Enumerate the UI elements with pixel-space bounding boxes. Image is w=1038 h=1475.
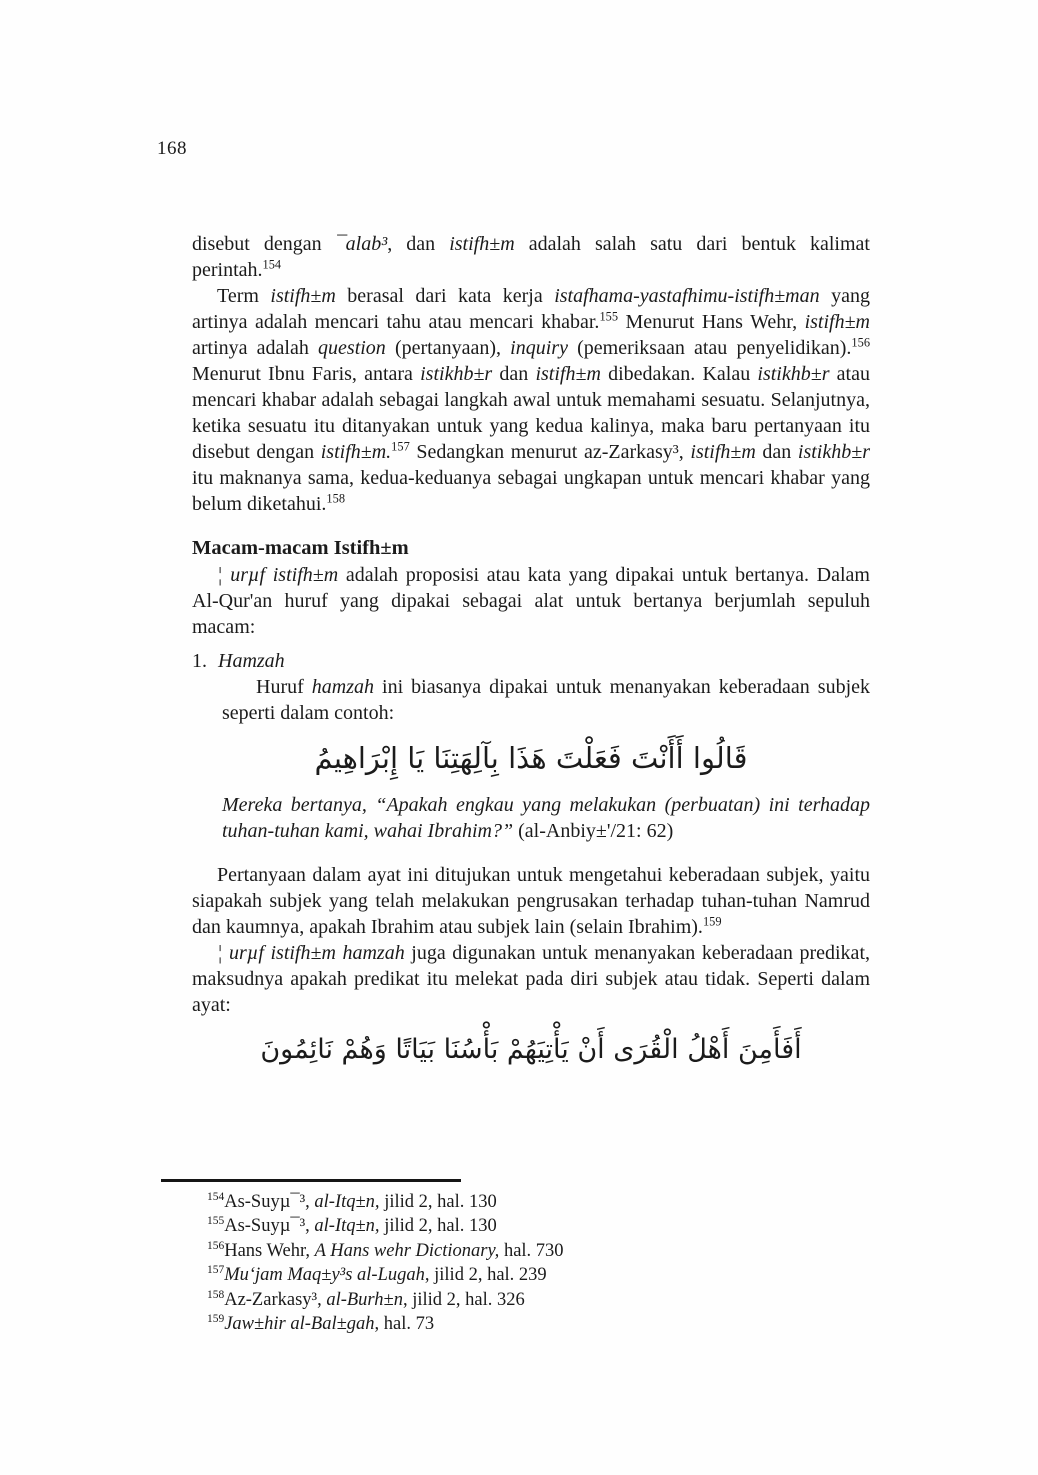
footnote-155: $^{155}$As-Suyµ¯³, al-Itq±n, jilid 2, hal. 130 <box>207 1214 497 1236</box>
paragraph-huruf-hamzah: Huruf hamzah ini biasanya dipakai untuk menanyakan keberadaan subjek seperti dalam contoh: <box>222 676 871 724</box>
verse-translation: Mereka bertanya, “Apakah engkau yang melakukan (perbuatan) ini terhadap tuhan-tuhan kami, wahai Ibrahim?” (al-Anbiy±'/21: 62) <box>222 794 870 842</box>
paragraph-continuation: disebut dengan ¯alab³, dan istifh±m adalah salah satu dari bentuk kalimat perintah.$^{154}$ <box>192 233 870 281</box>
arabic-verse-1: قَالُوا أَأَنْتَ فَعَلْتَ هَذَا بِآلِهَتِنَا يَا إِبْرَاهِيمُ <box>314 741 748 775</box>
footnote-157: $^{157}$Mu‘jam Maq±y³s al-Lugah, jilid 2, hal. 239 <box>207 1263 547 1285</box>
arabic-verse-2: أَفَأَمِنَ أَهْلُ الْقُرَى أَنْ يَأْتِيَهُمْ بَأْسُنَا بَيَاتًا وَهُمْ نَائِمُونَ <box>260 1034 802 1065</box>
section-heading: Macam-macam Istifh±m <box>192 537 409 559</box>
paragraph-predikat: ¦ urµf istifh±m hamzah juga digunakan untuk menanyakan keberadaan predikat, maksudnya apakah predikat itu melekat pada diri subjek atau tidak. Seperti dalam ayat: <box>192 942 870 1016</box>
footnote-156: $^{156}$Hans Wehr, A Hans wehr Dictionary, hal. 730 <box>207 1239 564 1261</box>
footnote-154: $^{154}$As-Suyµ¯³, al-Itq±n, jilid 2, hal. 130 <box>207 1190 497 1212</box>
page-number: 168 <box>157 138 187 159</box>
main-text-block <box>192 231 870 1082</box>
footnotes-section <box>161 1179 873 1337</box>
paragraph-pertanyaan-ayat: Pertanyaan dalam ayat ini ditujukan untuk mengetahui keberadaan subjek, yaitu siapakah subjek yang telah melakukan pengrusakan terhadap tuhan-tuhan Namrud dan kaumnya, apakah Ibrahim atau subjek lain (selain Ibrahim).$^{159}$ <box>192 864 870 938</box>
footnote-separator <box>161 1179 461 1182</box>
paragraph-huruf-istifham: ¦ urµf istifh±m adalah proposisi atau kata yang dipakai untuk bertanya. Dalam Al-Qur'an huruf yang dipakai sebagai alat untuk bertanya berjumlah sepuluh macam: <box>192 564 870 638</box>
list-item-1-hamzah: 1. Hamzah <box>192 650 285 672</box>
footnote-158: $^{158}$Az-Zarkasy³, al-Burh±n, jilid 2, hal. 326 <box>207 1288 525 1310</box>
footnote-159: $^{159}$Jaw±hir al-Bal±gah, hal. 73 <box>207 1312 435 1334</box>
paragraph-term-istifham: Term istifh±m berasal dari kata kerja istafhama-yastafhimu-istifh±man yang artinya adalah mencari tahu atau mencari khabar.$^{155}$ Menurut Hans Wehr, istifh±m artinya adalah question (pertanyaan), inquiry (pemeriksaan atau penyelidikan).$^{156}$ Menurut Ibnu Faris, antara istikhb±r dan istifh±m dibedakan. Kalau istikhb±r atau mencari khabar adalah sebagai langkah awal untuk memahami sesuatu. Selanjutnya, ketika sesuatu itu ditanyakan untuk yang kedua kalinya, maka baru pertanyaan itu disebut dengan istifh±m.$^{157}$ Sedangkan menurut az-Zarkasy³, istifh±m dan istikhb±r itu maknanya sama, kedua-keduanya sebagai ungkapan untuk mencari khabar yang belum diketahui.$^{158}$ <box>192 285 871 515</box>
